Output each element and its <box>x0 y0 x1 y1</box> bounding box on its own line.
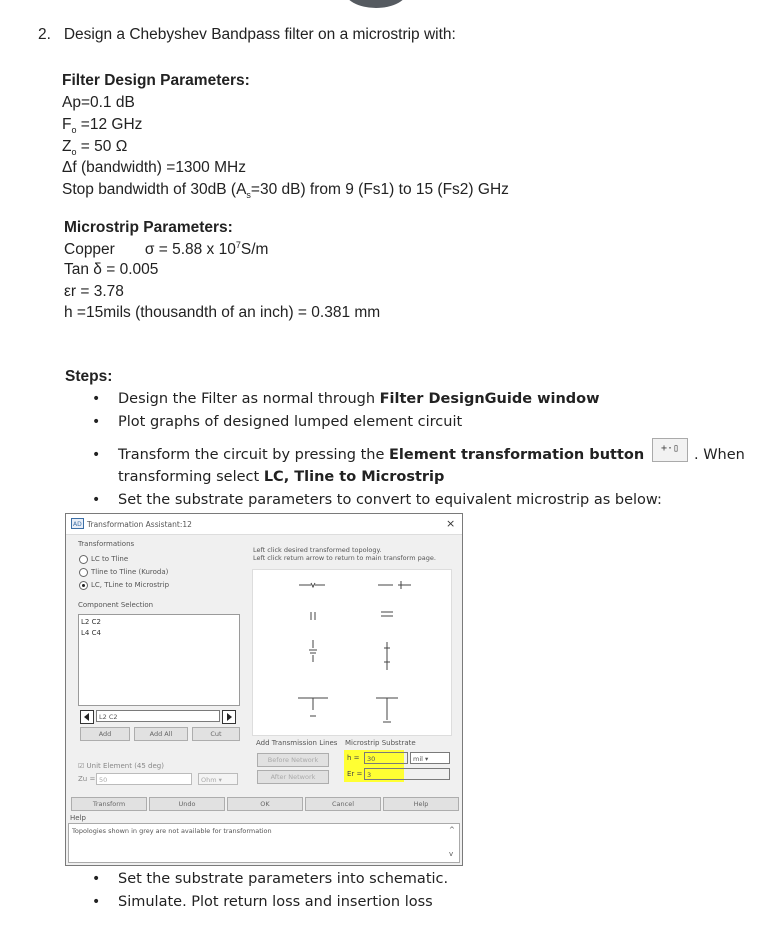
dialog-title: Transformation Assistant:12 <box>87 520 192 529</box>
add-all-button[interactable]: Add All <box>134 727 188 741</box>
step-5: Set the substrate parameters into schematic. <box>118 871 449 887</box>
component-list[interactable] <box>78 614 240 706</box>
component-selection-label: Component Selection <box>78 601 154 609</box>
next-button[interactable] <box>222 710 236 724</box>
param-copper: Copper σ = 5.88 x $10^7S/m$ <box>64 240 269 259</box>
transformation-assistant-dialog <box>65 513 463 866</box>
add-tlines-label: Add Transmission Lines <box>256 739 338 747</box>
param-ap: Ap=0.1 dB <box>62 94 135 111</box>
zu-label: Zu = <box>78 775 96 783</box>
element-transformation-icon: +·▯ <box>652 438 688 462</box>
help-textbox[interactable] <box>68 823 460 863</box>
param-h: h =15mils (thousandth of an inch) = 0.381 mm <box>64 304 381 321</box>
param-tan: Tan δ = 0.005 <box>64 261 159 278</box>
add-button[interactable]: Add <box>80 727 130 741</box>
er-label: Er = <box>347 770 363 778</box>
step-1: Design the Filter as normal through Filter DesignGuide window <box>118 391 600 407</box>
opt-kuroda: Tline to Tline (Kuroda) <box>91 568 169 576</box>
bullet: • <box>92 447 101 463</box>
step-2: Plot graphs of designed lumped element circuit <box>118 414 463 430</box>
transform-button[interactable]: Transform <box>71 797 147 811</box>
radio-kuroda[interactable] <box>79 568 88 577</box>
cancel-button[interactable]: Cancel <box>305 797 381 811</box>
hint-1: Left click desired transformed topology. <box>253 546 382 554</box>
microstrip-substrate-label: Microstrip Substrate <box>345 739 416 747</box>
filter-params-heading: Filter Design Parameters: <box>62 72 250 89</box>
radio-microstrip[interactable] <box>79 581 88 590</box>
scroll-down-icon[interactable]: v <box>449 850 454 858</box>
h-label: h = <box>347 754 360 762</box>
hint-2: Left click return arrow to return to main transform page. <box>253 554 436 562</box>
step-4: Set the substrate parameters to convert to equivalent microstrip as below: <box>118 492 662 508</box>
bullet: • <box>92 894 101 910</box>
cut-button[interactable]: Cut <box>192 727 240 741</box>
er-input[interactable]: 3 <box>364 768 450 780</box>
ohm-select[interactable]: Ohm ▾ <box>198 773 238 785</box>
param-stopband: Stop bandwidth of 30dB ($A_s=30$ dB) from 9 (Fs1) to 15 (Fs2) GHz <box>62 181 509 201</box>
param-fo: $F_o =12$ GHz <box>62 116 143 136</box>
help-button[interactable]: Help <box>383 797 459 811</box>
transformations-label: Transformations <box>78 540 135 548</box>
component-nav-field[interactable]: L2 C2 <box>96 710 220 722</box>
step-3: Transform the circuit by pressing the Element transformation button <box>118 447 645 463</box>
topology-preview[interactable] <box>252 569 452 736</box>
opt-microstrip: LC, TLine to Microstrip <box>91 581 170 589</box>
step-3-when: . When <box>694 447 745 463</box>
step-3-line2: transforming select LC, Tline to Microstrip <box>118 469 445 485</box>
steps-heading: Steps: <box>65 368 113 385</box>
component-item[interactable]: L2 C2 <box>81 618 101 626</box>
dialog-titlebar <box>66 514 462 535</box>
param-zo: $Z_o = 50$ Ω <box>62 138 128 158</box>
opt-lc-tline: LC to Tline <box>91 555 129 563</box>
arrow-left-icon <box>81 711 93 723</box>
arrow-right-icon <box>223 711 235 723</box>
bullet: • <box>92 871 101 887</box>
prev-button[interactable] <box>80 710 94 724</box>
header-shape <box>344 0 408 8</box>
zu-input[interactable]: 50 <box>96 773 192 785</box>
component-item[interactable]: L4 C4 <box>81 629 101 637</box>
help-text: Topologies shown in grey are not available for transformation <box>72 827 272 835</box>
bullet: • <box>92 414 101 430</box>
unit-element-checkbox[interactable]: ☑ Unit Element (45 deg) <box>78 762 164 770</box>
question <box>38 26 456 44</box>
after-network-button[interactable]: After Network <box>257 770 329 784</box>
help-label: Help <box>70 814 86 822</box>
param-bandwidth: Δf (bandwidth) =1300 MHz <box>62 159 246 176</box>
svg-text:AD: AD <box>73 521 82 528</box>
microstrip-params-heading: Microstrip Parameters: <box>64 219 233 236</box>
bullet: • <box>92 391 101 407</box>
param-er: εr = 3.78 <box>64 283 124 300</box>
topology-diagram <box>253 570 451 735</box>
scroll-up-icon[interactable]: ^ <box>449 826 455 834</box>
radio-lc-tline[interactable] <box>79 555 88 564</box>
question-number: 2. <box>38 26 51 43</box>
close-icon[interactable]: × <box>446 517 456 530</box>
bullet: • <box>92 492 101 508</box>
question-text: Design a Chebyshev Bandpass filter on a microstrip with: <box>63 26 456 43</box>
h-input[interactable]: 30 <box>364 752 408 764</box>
ok-button[interactable]: OK <box>227 797 303 811</box>
h-unit-select[interactable]: mil ▾ <box>410 752 450 764</box>
before-network-button[interactable]: Before Network <box>257 753 329 767</box>
app-icon <box>71 518 84 529</box>
undo-button[interactable]: Undo <box>149 797 225 811</box>
step-6: Simulate. Plot return loss and insertion loss <box>118 894 433 910</box>
